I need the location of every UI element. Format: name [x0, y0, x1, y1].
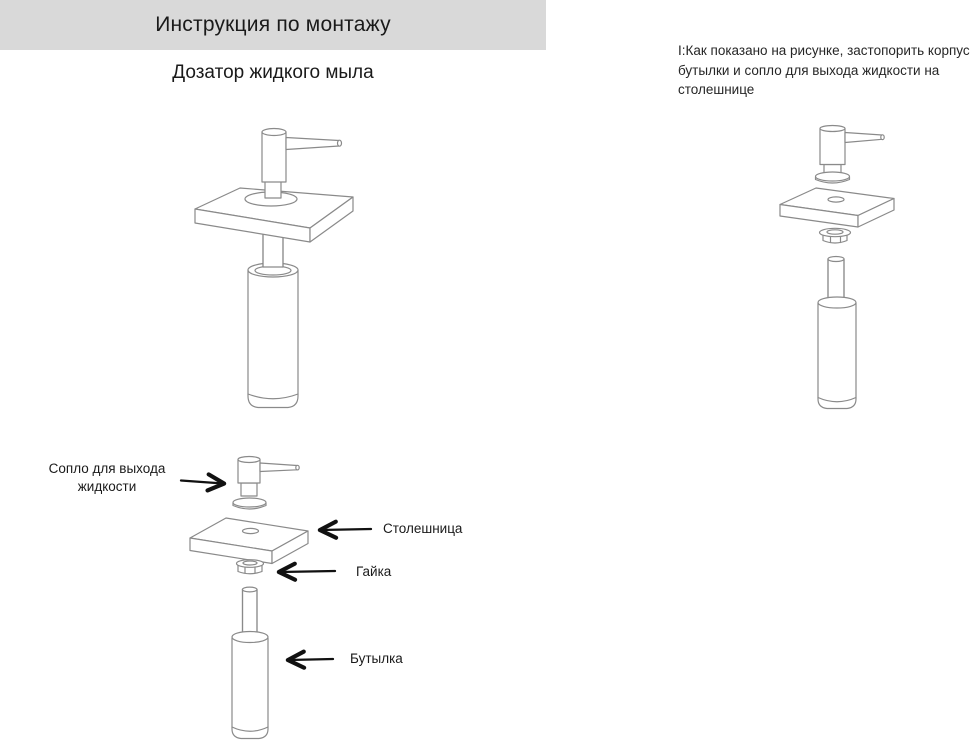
assembled-dispenser-diagram	[170, 115, 370, 415]
nut-drawing	[820, 228, 851, 243]
bottle-drawing	[232, 587, 268, 738]
nozzle-label: Сопло для выхода жидкости	[48, 461, 166, 494]
countertop-drawing	[190, 518, 308, 564]
spout-drawing	[286, 138, 339, 150]
step-1-instruction: I:Как показано на рисунке, застопорить корпус бутылки и сопло для выхода жидкости на столешнице	[678, 43, 970, 98]
countertop-drawing	[780, 188, 894, 227]
bottle-drawing	[818, 257, 856, 409]
spout-drawing	[845, 133, 882, 143]
countertop-arrow	[321, 529, 371, 530]
bottle-drawing	[248, 263, 298, 408]
product-title: Дозатор жидкого мыла	[172, 62, 374, 83]
page-title: Инструкция по монтажу	[155, 13, 391, 36]
bottle-arrow	[289, 659, 333, 660]
bottle-label: Бутылка	[350, 651, 403, 666]
installation-step-diagram	[765, 118, 905, 415]
nut-label: Гайка	[356, 564, 392, 579]
spout-drawing	[260, 463, 297, 472]
nozzle-arrow	[181, 481, 223, 484]
header-bar	[0, 0, 546, 50]
pump-drawing	[233, 457, 299, 510]
nut-arrow	[280, 571, 335, 572]
nut-drawing	[237, 560, 264, 574]
pump-drawing	[262, 129, 342, 199]
exploded-view-diagram	[150, 450, 385, 741]
countertop-label: Столешница	[383, 521, 463, 536]
pump-drawing	[816, 126, 885, 184]
